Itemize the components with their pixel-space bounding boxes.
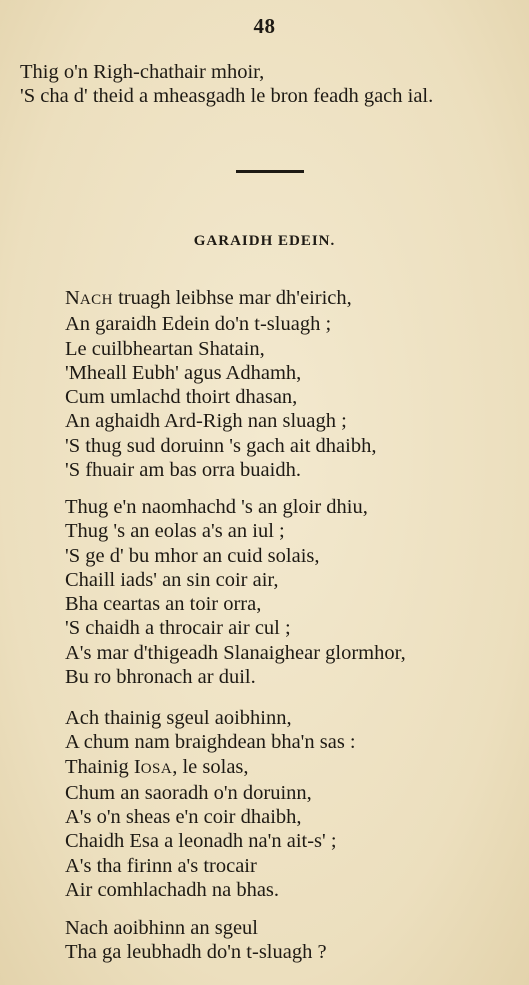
poem-title: GARAIDH EDEIN. <box>193 233 336 249</box>
verse-line: An garaidh Edein do'n t-sluagh ; <box>65 313 332 336</box>
verse-line <box>65 755 356 781</box>
verse-line: Nach aoibhinn an sgeul <box>65 917 258 939</box>
verse-line: Tha ga leubhadh do'n t-sluagh ? <box>65 941 327 964</box>
verse-line: 'S thug sud doruinn 's gach ait dhaibh, <box>65 434 377 457</box>
stanza-1 <box>65 286 376 482</box>
stanza-2 <box>65 495 406 689</box>
verse-text: truagh leibhse mar dh'eirich, <box>112 287 352 309</box>
verse-line: Cum umlachd thoirt dhasan, <box>65 386 298 409</box>
verse-line: Chum an saoradh o'n doruinn, <box>65 781 312 804</box>
verse-line: 'S chaidh a throcair air cul ; <box>65 617 291 640</box>
page-number: 48 <box>253 14 276 38</box>
initial-capital: I <box>133 755 141 778</box>
verse-line: Bha ceartas an toir orra, <box>65 593 262 616</box>
verse-line: A's o'n sheas e'n coir dhaibh, <box>65 806 302 829</box>
verse-line: Chaidh Esa a leonadh na'n ait-s' ; <box>65 830 337 853</box>
verse-line: Thug 's an eolas a's an iul ; <box>65 520 285 543</box>
stanza-4 <box>65 916 327 965</box>
verse-line: A chum nam braighdean bha'n sas : <box>65 731 356 754</box>
initial-capital: N <box>65 287 80 309</box>
verse-text: Thainig <box>65 755 134 778</box>
verse-line: Air comhlachadh na bhas. <box>65 879 280 902</box>
verse-text: , le solas, <box>172 755 249 778</box>
verse-line: Thug e'n naomhachd 's an gloir dhiu, <box>65 496 368 518</box>
small-caps-text: OSA <box>140 760 173 777</box>
verse-line: 'S ge d' bu mhor an cuid solais, <box>65 544 320 567</box>
verse-line: A's mar d'thigeadh Slanaighear glormhor, <box>65 641 406 664</box>
verse-line: Chaill iads' an sin coir air, <box>65 568 279 591</box>
stanza-3 <box>65 706 356 902</box>
verse-line: Bu ro bhronach ar duil. <box>65 666 256 689</box>
verse-line: An aghaidh Ard-Righ nan sluagh ; <box>65 410 347 433</box>
verse-line: 'S cha d' theid a mheasgadh le bron feadh gach ial. <box>20 85 434 107</box>
verse-line: A's tha firinn a's trocair <box>65 854 257 877</box>
verse-line: 'Mheall Eubh' agus Adhamh, <box>65 361 302 384</box>
section-divider <box>236 170 304 173</box>
verse-line: Thig o'n Righ-chathair mhoir, <box>20 61 265 83</box>
top-stanza <box>20 60 433 108</box>
verse-line: 'S fhuair am bas orra buaidh. <box>65 459 301 482</box>
verse-line <box>65 286 376 312</box>
verse-line: Ach thainig sgeul aoibhinn, <box>65 707 292 729</box>
verse-line: Le cuilbheartan Shatain, <box>65 337 265 360</box>
small-caps-text: ACH <box>79 292 113 308</box>
